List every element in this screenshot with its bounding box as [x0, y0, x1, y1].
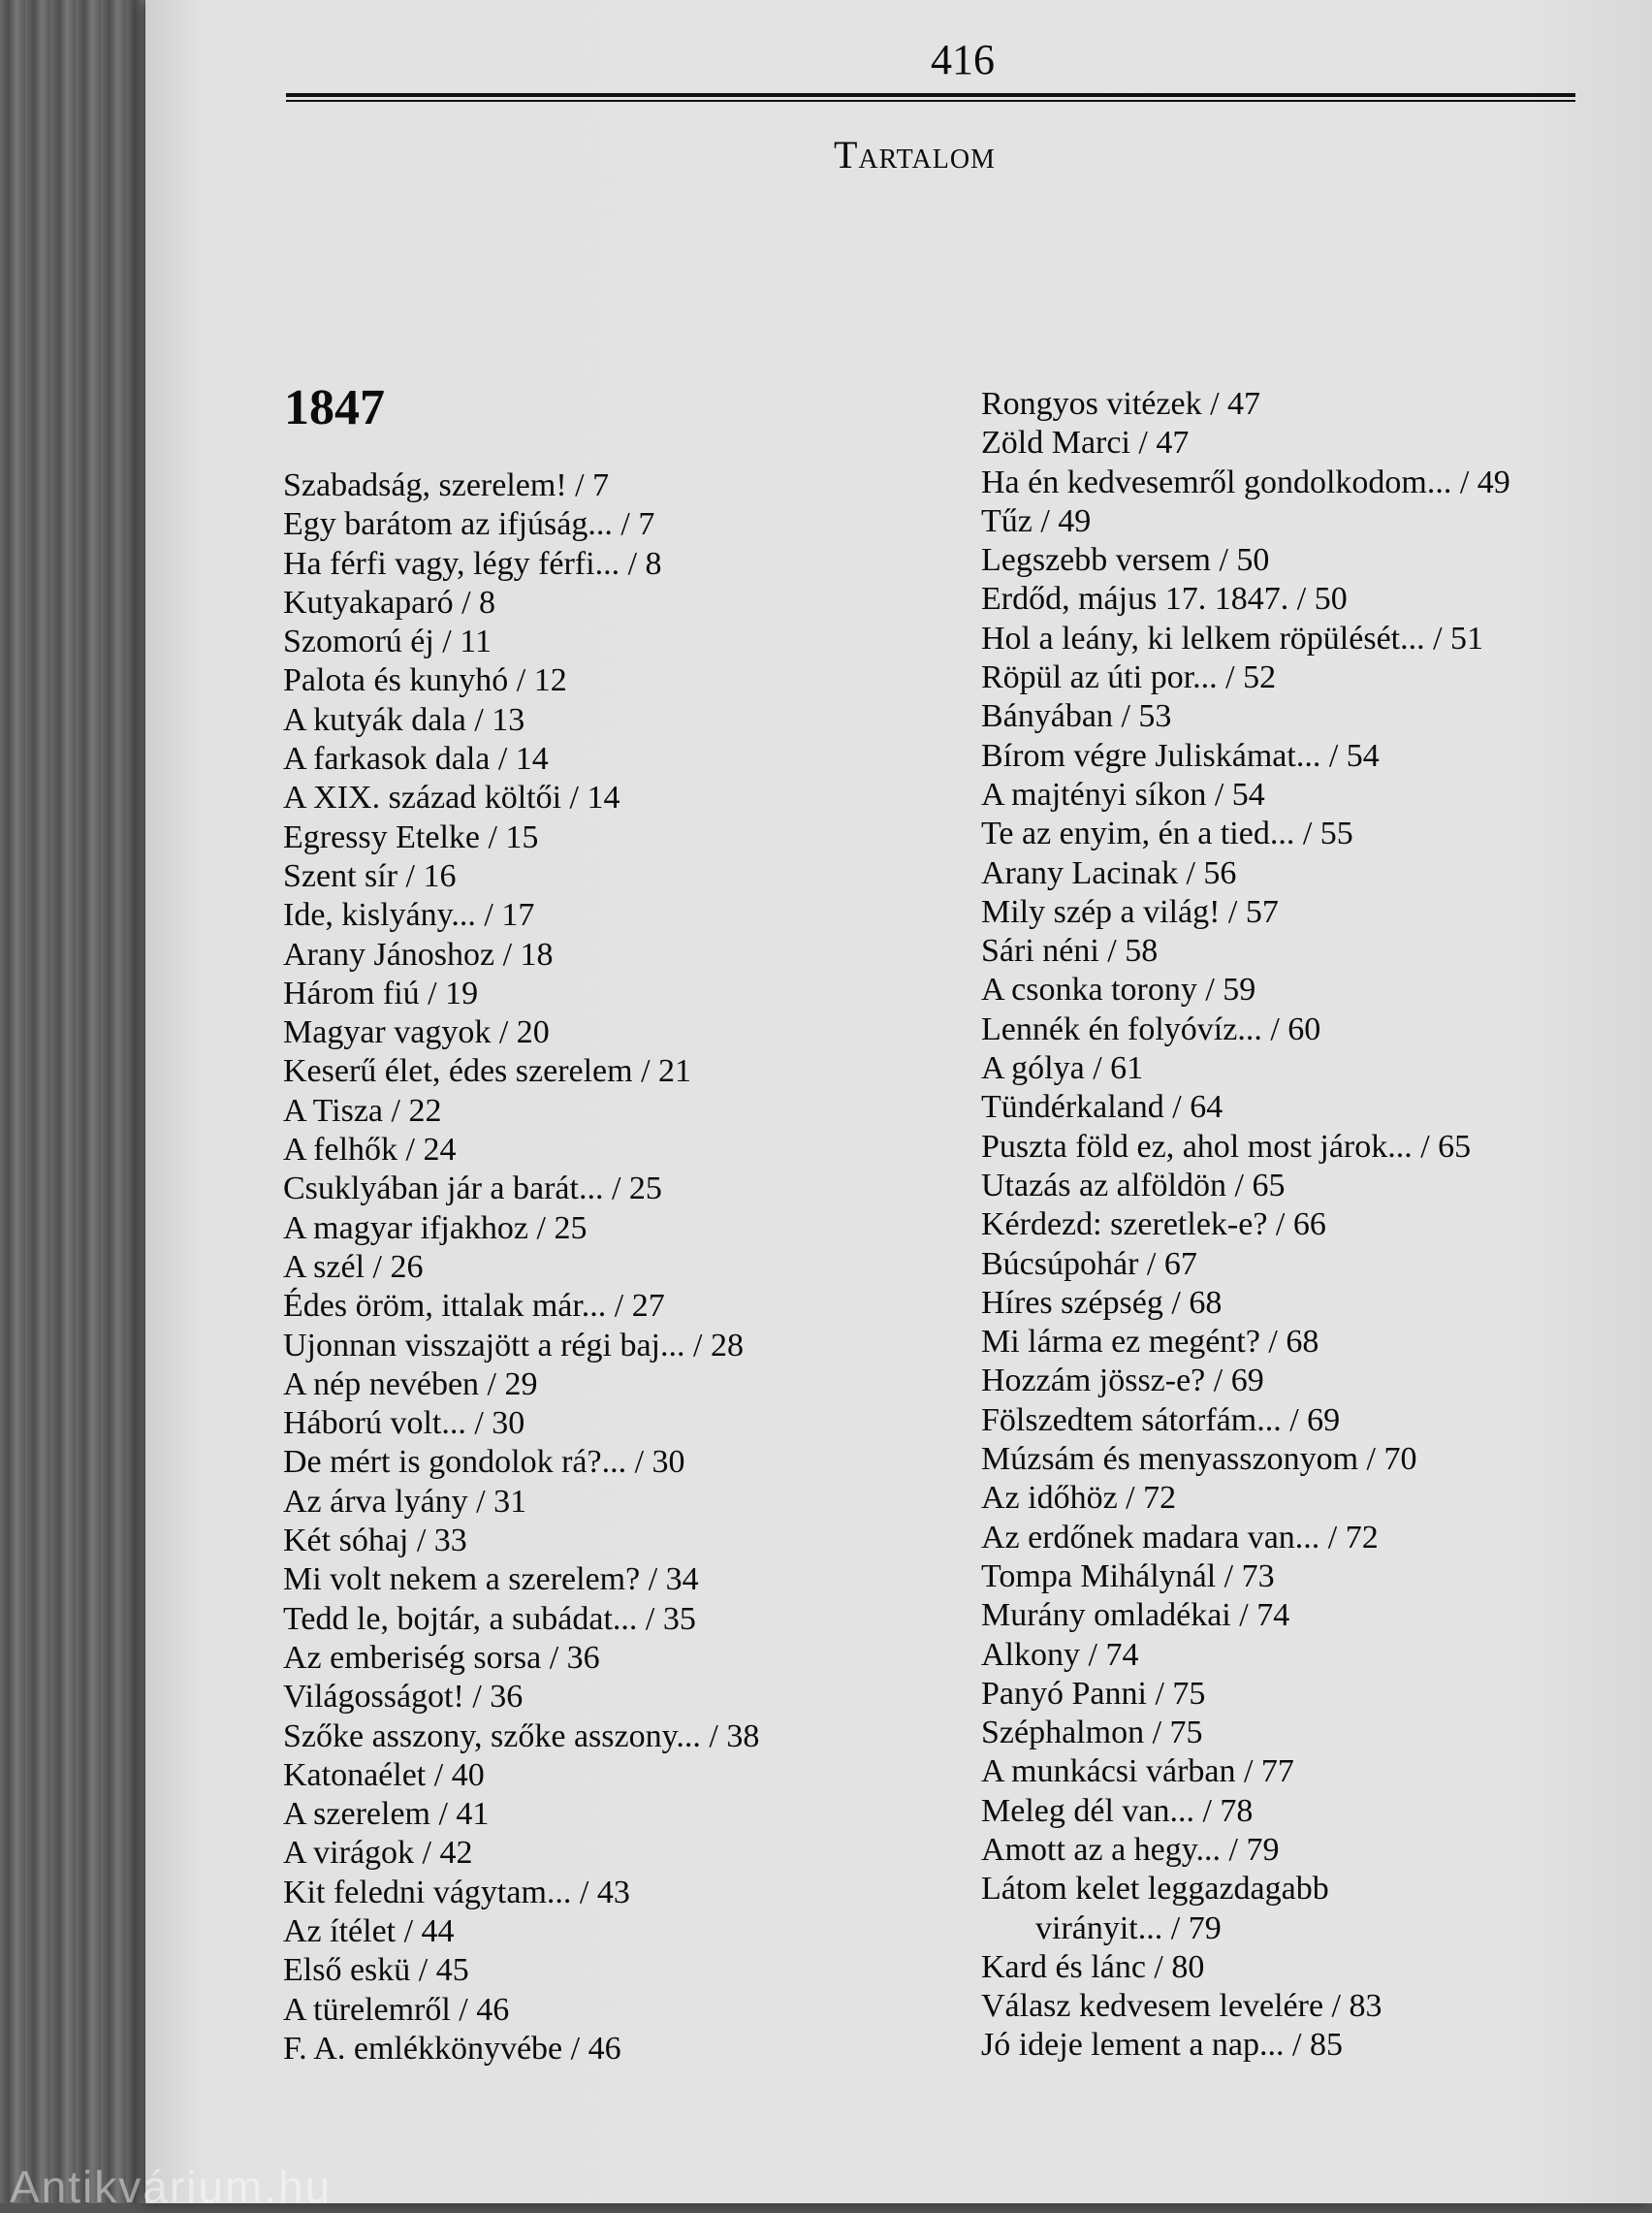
toc-entry: A Tisza / 22: [283, 1092, 442, 1129]
toc-entry: Szent sír / 16: [283, 857, 457, 894]
toc-entry: A magyar ifjakhoz / 25: [283, 1209, 588, 1246]
toc-entry: Szőke asszony, szőke asszony... / 38: [283, 1717, 760, 1754]
toc-entry: Kérdezd: szeretlek-e? / 66: [981, 1206, 1326, 1243]
toc-entry: A munkácsi várban / 77: [981, 1753, 1294, 1790]
toc-entry: Háború volt... / 30: [283, 1405, 525, 1442]
toc-entry-continuation: virányit... / 79: [1035, 1909, 1222, 1946]
section-title: Tartalom: [834, 133, 996, 176]
toc-entry: Kit feledni vágytam... / 43: [283, 1874, 630, 1910]
toc-entry: A virágok / 42: [283, 1835, 473, 1872]
toc-entry: Keserű élet, édes szerelem / 21: [283, 1053, 692, 1090]
toc-entry: A csonka torony / 59: [981, 972, 1256, 1009]
toc-entry: Ujonnan visszajött a régi baj... / 28: [283, 1327, 744, 1363]
book-page: [10, 0, 1652, 2212]
toc-entry: Te az enyim, én a tied... / 55: [981, 816, 1353, 852]
toc-entry: Tedd le, bojtár, a subádat... / 35: [283, 1600, 696, 1637]
toc-entry: Arany Lacinak / 56: [981, 854, 1237, 891]
toc-entry: Lennék én folyóvíz... / 60: [981, 1010, 1321, 1047]
toc-entry: Egressy Etelke / 15: [283, 818, 539, 855]
book-binding: [0, 0, 155, 2203]
toc-entry: Zöld Marci / 47: [981, 425, 1190, 462]
toc-entry: Három fiú / 19: [283, 975, 479, 1011]
toc-right-column: [981, 385, 1510, 2066]
toc-entry: Mi volt nekem a szerelem? / 34: [283, 1561, 699, 1598]
header-rule-thin: [286, 100, 1575, 102]
toc-entry: Kard és lánc / 80: [981, 1948, 1205, 1985]
toc-entry: Két sóhaj / 33: [283, 1523, 467, 1559]
toc-entry: Legszebb versem / 50: [981, 542, 1270, 579]
toc-entry: Világosságot! / 36: [283, 1679, 524, 1716]
toc-entry: Hozzám jössz-e? / 69: [981, 1363, 1264, 1399]
toc-entry: A szél / 26: [283, 1248, 424, 1285]
toc-entry: A XIX. század költői / 14: [283, 780, 620, 817]
toc-entry: A nép nevében / 29: [283, 1365, 538, 1402]
toc-entry: Katonaélet / 40: [283, 1756, 485, 1793]
toc-entry: Bírom végre Juliskámat... / 54: [981, 737, 1380, 774]
header-rule-thick: [286, 93, 1575, 97]
toc-entry: Mi lárma ez megént? / 68: [981, 1324, 1319, 1361]
page-number: 416: [931, 36, 995, 83]
toc-entry: De mért is gondolok rá?... / 30: [283, 1444, 685, 1481]
year-heading: 1847: [284, 380, 385, 435]
toc-entry: Erdőd, május 17. 1847. / 50: [981, 581, 1348, 618]
toc-entry: Murány omladékai / 74: [981, 1597, 1290, 1634]
toc-entry: Tompa Mihálynál / 73: [981, 1557, 1275, 1594]
toc-entry: Az időhöz / 72: [981, 1480, 1177, 1517]
toc-entry: Sári néni / 58: [981, 933, 1159, 970]
toc-entry: Az ítélet / 44: [283, 1912, 455, 1949]
toc-entry: Kutyakaparó / 8: [283, 584, 496, 621]
toc-entry: Meleg dél van... / 78: [981, 1792, 1254, 1829]
toc-entry: Alkony / 74: [981, 1636, 1139, 1673]
toc-entry: Puszta föld ez, ahol most járok... / 65: [981, 1128, 1472, 1165]
site-watermark: Antikvárium.hu: [10, 2162, 333, 2212]
toc-entry: A majtényi síkon / 54: [981, 776, 1265, 813]
toc-entry: Röpül az úti por... / 52: [981, 659, 1277, 696]
toc-entry: Ha férfi vagy, légy férfi... / 8: [283, 545, 662, 582]
toc-entry: Palota és kunyhó / 12: [283, 662, 567, 699]
toc-entry: A felhők / 24: [283, 1132, 457, 1169]
toc-entry: Szomorú éj / 11: [283, 624, 492, 660]
toc-entry: Ide, kislyány... / 17: [283, 897, 535, 934]
toc-entry: Búcsúpohár / 67: [981, 1245, 1197, 1282]
toc-entry: Édes öröm, ittalak már... / 27: [283, 1288, 665, 1325]
toc-entry: Utazás az alföldön / 65: [981, 1167, 1286, 1203]
toc-entry: Első eskü / 45: [283, 1952, 469, 1989]
toc-entry: Arany Jánoshoz / 18: [283, 936, 554, 973]
toc-entry: Szabadság, szerelem! / 7: [283, 467, 610, 503]
toc-entry: Rongyos vitézek / 47: [981, 386, 1261, 422]
toc-entry: A szerelem / 41: [283, 1796, 490, 1833]
toc-entry: Magyar vagyok / 20: [283, 1014, 550, 1051]
toc-entry: Látom kelet leggazdagabb: [981, 1871, 1329, 1908]
toc-entry: Az erdőnek madara van... / 72: [981, 1519, 1379, 1556]
toc-entry: Panyó Panni / 75: [981, 1675, 1206, 1712]
toc-entry: Széphalmon / 75: [981, 1715, 1203, 1751]
toc-left-column: [283, 466, 759, 2069]
toc-entry: F. A. emlékkönyvébe / 46: [283, 2030, 621, 2067]
toc-entry: Egy barátom az ifjúság... / 7: [283, 506, 655, 543]
toc-entry: Mily szép a világ! / 57: [981, 893, 1279, 930]
toc-entry: A gólya / 61: [981, 1050, 1144, 1087]
toc-entry: Tündérkaland / 64: [981, 1089, 1223, 1126]
toc-entry: Múzsám és menyasszonyom / 70: [981, 1441, 1417, 1478]
toc-entry: Tűz / 49: [981, 502, 1092, 539]
toc-entry: Ha én kedvesemről gondolkodom... / 49: [981, 464, 1510, 500]
toc-entry: A farkasok dala / 14: [283, 741, 549, 778]
toc-entry: Bányában / 53: [981, 698, 1172, 735]
toc-entry: Válasz kedvesem levelére / 83: [981, 1988, 1382, 2025]
toc-entry: Az emberiség sorsa / 36: [283, 1639, 600, 1676]
toc-entry: Jó ideje lement a nap... / 85: [981, 2027, 1343, 2064]
toc-entry: Amott az a hegy... / 79: [981, 1831, 1280, 1868]
toc-entry: Csuklyában jár a barát... / 25: [283, 1171, 662, 1207]
toc-entry: Fölszedtem sátorfám... / 69: [981, 1401, 1341, 1438]
toc-entry: Hol a leány, ki lelkem röpülését... / 51: [981, 620, 1484, 657]
toc-entry: Az árva lyány / 31: [283, 1483, 527, 1520]
toc-entry: A kutyák dala / 13: [283, 701, 525, 738]
toc-entry: Híres szépség / 68: [981, 1284, 1223, 1321]
toc-entry: A türelemről / 46: [283, 1991, 510, 2028]
